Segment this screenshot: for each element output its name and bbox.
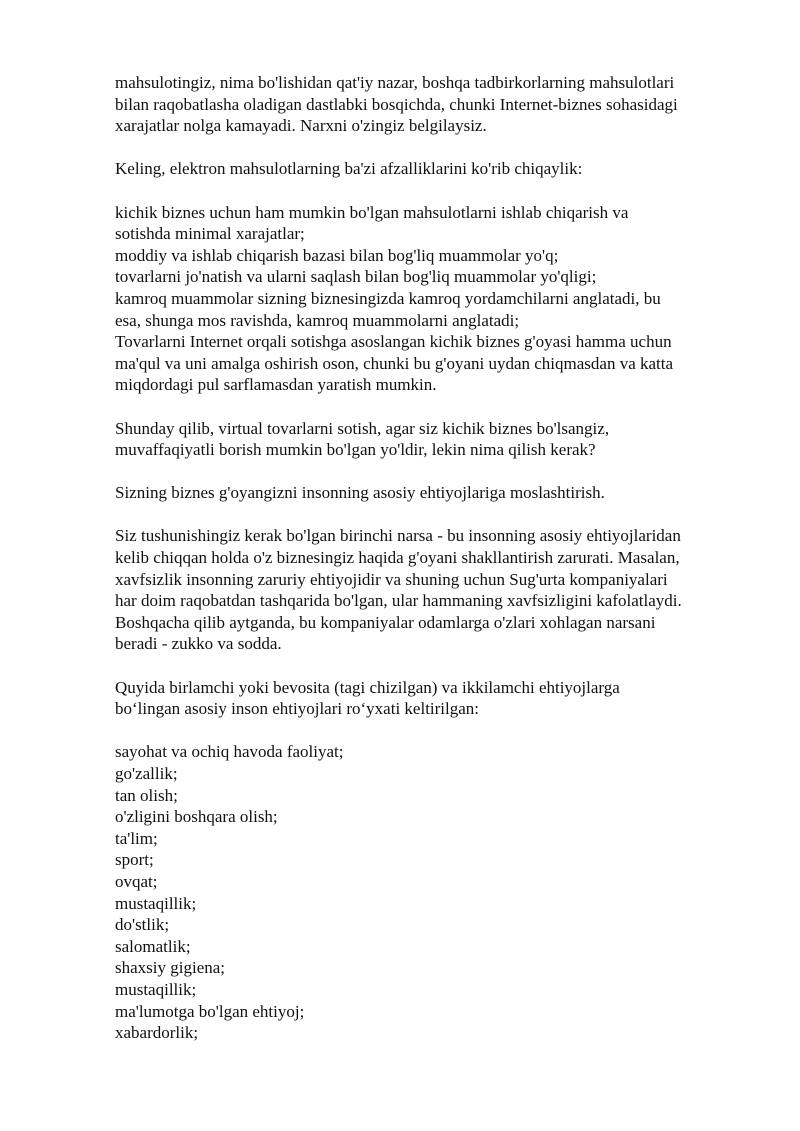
text-line: ma'qul va uni amalga oshirish oson, chunki bu g'oyani uydan chiqmasdan va katta bbox=[115, 353, 674, 373]
paragraph bbox=[115, 677, 755, 720]
text-line: xavfsizlik insonning zaruriy ehtiyojidir va shuning uchun Sug'urta kompaniyalari bbox=[115, 569, 668, 589]
list-item: ma'lumotga bo'lgan ehtiyoj; bbox=[115, 1001, 305, 1021]
paragraph bbox=[115, 418, 755, 461]
text-line: bo‘lingan asosiy inson ehtiyojlari ro‘yxati keltirilgan: bbox=[115, 699, 480, 719]
list-item: shaxsiy gigiena; bbox=[115, 958, 226, 978]
text-line: beradi - zukko va sodda. bbox=[115, 634, 282, 654]
text-line: muvaffaqiyatli borish mumkin bo'lgan yo'ldir, lekin nima qilish kerak? bbox=[115, 440, 596, 460]
text-line: miqdordagi pul sarflamasdan yaratish mumkin. bbox=[115, 375, 437, 395]
document-page bbox=[115, 72, 755, 1044]
paragraph bbox=[115, 482, 755, 504]
text-line: bilan raqobatlasha oladigan dastlabki bosqichda, chunki Internet-biznes sohasidagi bbox=[115, 94, 678, 114]
text-line: sotishda minimal xarajatlar; bbox=[115, 224, 305, 244]
text-line: kelib chiqqan holda o'z biznesingiz haqida g'oyani shakllantirish zarurati. Masalan, bbox=[115, 548, 680, 568]
text-line: moddiy va ishlab chiqarish bazasi bilan bog'liq muammolar yo'q; bbox=[115, 245, 559, 265]
text-line: Keling, elektron mahsulotlarning ba'zi afzalliklarini ko'rib chiqaylik: bbox=[115, 159, 583, 179]
paragraph bbox=[115, 158, 755, 180]
list-item: ta'lim; bbox=[115, 828, 158, 848]
list-item: ovqat; bbox=[115, 871, 158, 891]
list-item: sayohat va ochiq havoda faoliyat; bbox=[115, 742, 344, 762]
text-line: tovarlarni jo'natish va ularni saqlash bilan bog'liq muammolar yo'qligi; bbox=[115, 267, 597, 287]
paragraph bbox=[115, 202, 755, 396]
list-item: tan olish; bbox=[115, 785, 178, 805]
text-line: Sizning biznes g'oyangizni insonning asosiy ehtiyojlariga moslashtirish. bbox=[115, 483, 605, 503]
text-line: har doim raqobatdan tashqarida bo'lgan, ular hammaning xavfsizligini kafolatlaydi. bbox=[115, 591, 682, 611]
list-item: xabardorlik; bbox=[115, 1023, 199, 1043]
text-line: kamroq muammolar sizning biznesingizda kamroq yordamchilarni anglatadi, bu bbox=[115, 288, 661, 308]
list-item: o'zligini boshqara olish; bbox=[115, 807, 278, 827]
list-item: do'stlik; bbox=[115, 915, 170, 935]
list-item: mustaqillik; bbox=[115, 893, 197, 913]
text-line: Boshqacha qilib aytganda, bu kompaniyalar odamlarga o'zlari xohlagan narsani bbox=[115, 612, 656, 632]
needs-list bbox=[115, 741, 755, 1043]
paragraph bbox=[115, 525, 755, 655]
text-line: kichik biznes uchun ham mumkin bo'lgan mahsulotlarni ishlab chiqarish va bbox=[115, 202, 629, 222]
text-line: Tovarlarni Internet orqali sotishga asoslangan kichik biznes g'oyasi hamma uchun bbox=[115, 332, 672, 352]
text-line: mahsulotingiz, nima bo'lishidan qat'iy nazar, boshqa tadbirkorlarning mahsulotlari bbox=[115, 73, 675, 92]
text-line: esa, shunga mos ravishda, kamroq muammolarni anglatadi; bbox=[115, 310, 520, 330]
list-item: mustaqillik; bbox=[115, 979, 197, 999]
text-line: Siz tushunishingiz kerak bo'lgan birinchi narsa - bu insonning asosiy ehtiyojlaridan bbox=[115, 526, 681, 546]
list-item: go'zallik; bbox=[115, 764, 178, 783]
paragraph bbox=[115, 72, 755, 137]
text-line: xarajatlar nolga kamayadi. Narxni o'zingiz belgilaysiz. bbox=[115, 116, 487, 136]
list-item: sport; bbox=[115, 850, 154, 870]
text-line: Quyida birlamchi yoki bevosita (tagi chizilgan) va ikkilamchi ehtiyojlarga bbox=[115, 677, 620, 697]
document-body bbox=[115, 72, 755, 720]
list-item: salomatlik; bbox=[115, 936, 191, 956]
text-line: Shunday qilib, virtual tovarlarni sotish, agar siz kichik biznes bo'lsangiz, bbox=[115, 418, 610, 438]
